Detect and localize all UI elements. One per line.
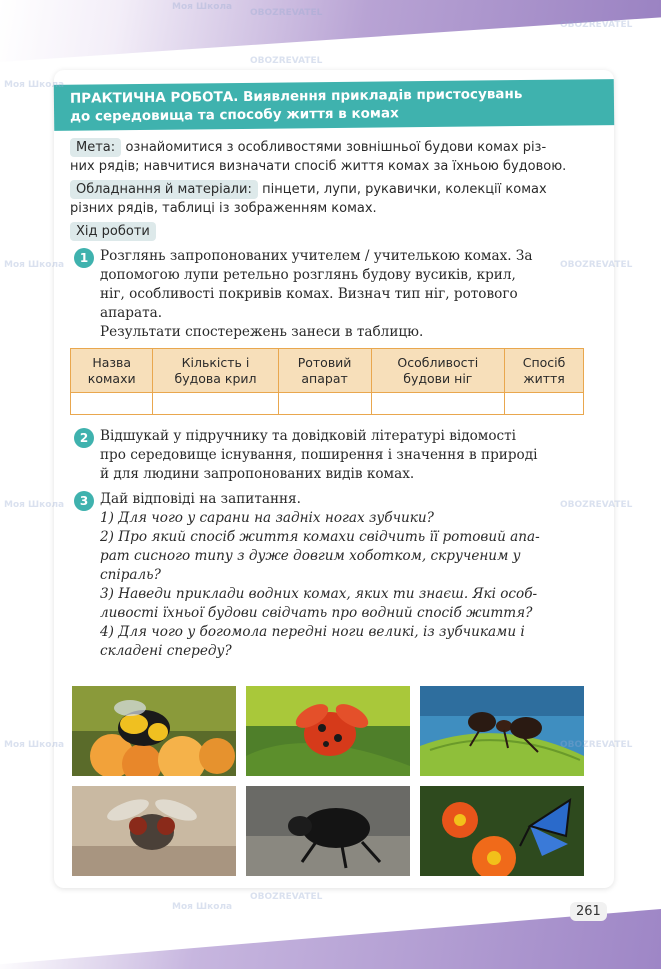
ladybug-photo (246, 686, 410, 776)
ant-photo (420, 686, 584, 776)
header-line-1: ПРАКТИЧНА РОБОТА. Виявлення прикладів пристосувань (69, 86, 523, 107)
table-header-cell: Особливості будови ніг (371, 349, 505, 393)
task-1-line-4: апарата. (100, 305, 163, 321)
goal-block (70, 138, 585, 176)
table-header-cell: Кількість і будова крил (153, 349, 278, 393)
equipment-block (70, 180, 585, 218)
equipment-label: Обладнання й матеріали: (70, 180, 258, 199)
task-1 (70, 247, 585, 342)
watermark-text: Моя Школа (4, 80, 65, 90)
task-3-intro: Дай відповіді на запитання. (100, 491, 301, 507)
question-2-line-2: рат сисного типу з дуже довгим хоботком, скрученим у (100, 548, 521, 564)
table-cell[interactable] (71, 393, 153, 415)
task-1-number: 1 (74, 248, 94, 268)
question-2-line-3: спіраль? (100, 567, 161, 583)
progress-label: Хід роботи (70, 222, 156, 241)
watermark-text: OBOZREVATEL (560, 740, 633, 750)
watermark-text: OBOZREVATEL (560, 500, 633, 510)
task-1-line-5: Результати спостережень занеси в таблицю. (100, 324, 424, 340)
question-3-line-1: 3) Наведи приклади водних комах, яких ти знаєш. Які особ- (100, 586, 538, 602)
lesson-content (70, 138, 585, 661)
top-decor-band (0, 0, 661, 62)
table-header-cell: Ротовий апарат (278, 349, 371, 393)
table-cell[interactable] (505, 393, 584, 415)
watermark-text: OBOZREVATEL (250, 8, 323, 18)
goal-text-2: них рядів; навчитися визначати спосіб життя комах за їхньою будовою. (70, 159, 567, 174)
table-cell[interactable] (371, 393, 505, 415)
progress-block (70, 222, 585, 241)
watermark-text: OBOZREVATEL (560, 260, 633, 270)
observation-table (70, 348, 584, 415)
table-header-cell: Спосіб життя (505, 349, 584, 393)
task-2-line-3: й для людини запропонованих видів комах. (100, 466, 415, 482)
watermark-text: OBOZREVATEL (250, 56, 323, 66)
watermark-text: OBOZREVATEL (560, 20, 633, 30)
section-header (54, 79, 614, 131)
task-2-line-1: Відшукай у підручнику та довідковій літературі відомості (100, 428, 517, 444)
task-2-line-2: про середовище існування, поширення і значення в природі (100, 447, 538, 463)
goal-text-1: ознайомитися з особливостями зовнішньої будови комах різ- (125, 140, 547, 155)
bumblebee-photo (72, 686, 236, 776)
bottom-decor-band (0, 909, 661, 969)
insect-photo-grid (72, 686, 584, 876)
task-3 (70, 490, 585, 661)
task-1-line-2: допомогою лупи ретельно розглянь будову вусиків, крил, (100, 267, 516, 283)
question-1: 1) Для чого у сарани на задніх ногах зубчики? (100, 510, 434, 526)
question-4-line-1: 4) Для чого у богомола передні ноги великі, із зубчиками і (100, 624, 525, 640)
watermark-text: Моя Школа (172, 2, 233, 12)
watermark-text: Моя Школа (4, 740, 65, 750)
task-1-line-3: ніг, особливості покривів комах. Визнач тип ніг, ротового (100, 286, 518, 302)
equipment-text-1: пінцети, лупи, рукавички, колекції комах (262, 182, 547, 197)
watermark-text: Моя Школа (4, 500, 65, 510)
watermark-text: Моя Школа (172, 902, 233, 912)
table-header-cell: Назва комахи (71, 349, 153, 393)
question-2-line-1: 2) Про який спосіб життя комахи свідчить її ротовий апа- (100, 529, 540, 545)
beetle-photo (246, 786, 410, 876)
task-1-line-1: Розглянь запропонованих учителем / учителькою комах. За (100, 248, 533, 264)
equipment-text-2: різних рядів, таблиці із зображенням комах. (70, 201, 377, 216)
housefly-photo (72, 786, 236, 876)
table-cell[interactable] (278, 393, 371, 415)
page-number: 261 (570, 902, 607, 921)
task-2 (70, 427, 585, 484)
question-3-line-2: ливості їхньої будови свідчать про водний спосіб життя? (100, 605, 533, 621)
table-header-row (71, 349, 584, 393)
table-cell[interactable] (153, 393, 278, 415)
goal-label: Мета: (70, 138, 121, 157)
watermark-text: OBOZREVATEL (250, 892, 323, 902)
task-3-number: 3 (74, 491, 94, 511)
task-2-number: 2 (74, 428, 94, 448)
watermark-text: Моя Школа (4, 260, 65, 270)
question-4-line-2: складені спереду? (100, 643, 232, 659)
table-row (71, 393, 584, 415)
butterfly-photo (420, 786, 584, 876)
header-line-2: до середовища та способу життя в комах (70, 105, 399, 125)
